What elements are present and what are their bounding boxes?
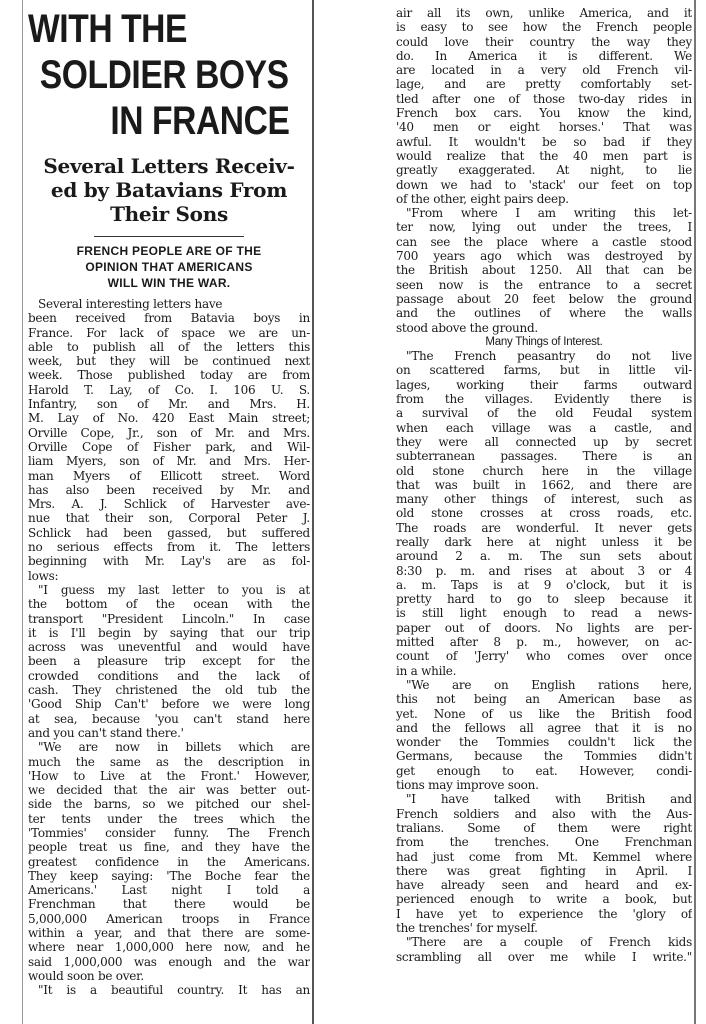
body-line: and the outlines of where the walls bbox=[396, 306, 692, 321]
body-line: Schlick had been gassed, but suffered bbox=[28, 525, 310, 540]
body-line: 'Good Ship Can't' before we were long bbox=[28, 697, 310, 712]
body-line: Orville Cope of Fisher park, and Wil- bbox=[28, 439, 310, 454]
body-line: subterranean passages. There is an bbox=[396, 449, 692, 464]
column-rule-left bbox=[22, 0, 23, 1024]
body-line: across was uneventful and would have bbox=[28, 640, 310, 655]
body-line: it is I'll begin by saying that our trip bbox=[28, 625, 310, 640]
body-line: seen now is the entrance to a secret bbox=[396, 277, 692, 292]
body-line: within a year, and that there are some- bbox=[28, 926, 310, 941]
article-left-column bbox=[28, 0, 310, 1024]
body-line: when each village was a castle, and bbox=[396, 420, 692, 435]
body-line: lows: bbox=[28, 568, 59, 583]
article-headline bbox=[28, 6, 310, 144]
body-line: French soldiers and also with the Aus- bbox=[396, 806, 692, 821]
body-line: really dark here at night unless it be bbox=[396, 534, 692, 549]
body-line: there was great fighting in April. I bbox=[396, 863, 692, 878]
body-line: greatest confidence in the Americans. bbox=[28, 854, 310, 869]
body-line: would soon be over. bbox=[28, 968, 144, 983]
article-right-column bbox=[396, 0, 692, 1024]
body-line: 8:30 p. m. and rises at about 3 or 4 bbox=[396, 563, 692, 578]
body-line: Harold T. Lay, of Co. I. 106 U. S. bbox=[28, 382, 310, 397]
body-line: transport "President Lincoln." In case bbox=[28, 611, 310, 626]
subheadline-line: ed by Batavians From bbox=[50, 178, 288, 202]
body-line: 5,000,000 American troops in France bbox=[28, 911, 310, 926]
body-line: 'Tommies' consider funny. The French bbox=[28, 825, 310, 840]
body-line: They keep saying: 'The Boche fear the bbox=[28, 868, 310, 883]
body-line: is easy to see how the French people bbox=[396, 20, 692, 35]
body-line: M. Lay of No. 420 East Main street; bbox=[28, 411, 310, 426]
body-line: the bottom of the ocean with the bbox=[28, 597, 310, 612]
body-line: crowded conditions and the lack of bbox=[28, 668, 310, 683]
body-line: this not being an American base as bbox=[396, 692, 692, 707]
body-line: had just come from Mt. Kemmel where bbox=[396, 849, 692, 864]
body-line: "I guess my last letter to you is at bbox=[38, 582, 310, 597]
left-column-body bbox=[28, 297, 310, 998]
body-line: I have yet to experience the 'glory of bbox=[396, 906, 692, 921]
subheadline-line: Their Sons bbox=[110, 202, 228, 226]
body-line: nue that their son, Corporal Peter J. bbox=[28, 511, 310, 526]
headline-line: WITH THE bbox=[28, 7, 188, 51]
body-line: could love their country the way they bbox=[396, 34, 692, 49]
body-line: they were all connected up by secret bbox=[396, 434, 692, 449]
body-line: count of 'Jerry' who comes over once bbox=[396, 649, 692, 664]
body-line: air all its own, unlike America, and it bbox=[396, 6, 692, 20]
body-line: 'How to Live at the Front.' However, bbox=[28, 768, 310, 783]
body-line: much the same as the description in bbox=[28, 754, 310, 769]
body-line: is still light enough to read a news- bbox=[396, 606, 692, 621]
body-line: at sea, because 'you can't stand here bbox=[28, 711, 310, 726]
body-line: pretty hard to go to sleep because it bbox=[396, 592, 692, 607]
body-line: do. In America it is different. We bbox=[396, 48, 692, 63]
body-line: ter tents under the trees which the bbox=[28, 811, 310, 826]
body-line: Americans.' Last night I told a bbox=[28, 883, 310, 898]
body-line: '40 men or eight horses.' That was bbox=[396, 120, 692, 135]
body-line: old stone crosses at cross roads, etc. bbox=[396, 506, 692, 521]
body-line: lages, working their farms outward bbox=[396, 377, 692, 392]
body-line: can see the place where a castle stood bbox=[396, 234, 692, 249]
body-line: of the other, eight pairs deep. bbox=[396, 191, 569, 206]
body-line: French box cars. You know the kind, bbox=[396, 106, 692, 121]
body-line: cash. They christened the old tub the bbox=[28, 683, 310, 698]
body-line: on scattered farms, but in little vil- bbox=[396, 363, 692, 378]
body-line: has also been received by Mr. and bbox=[28, 482, 310, 497]
body-line: old stone church here in the village bbox=[396, 463, 692, 478]
body-line: scrambling all over me while I write." bbox=[396, 949, 692, 964]
body-line: get enough to eat. However, condi- bbox=[396, 763, 692, 778]
body-line: Mrs. A. J. Schlick of Harvester ave- bbox=[28, 497, 310, 512]
body-line: Frenchman that there would be bbox=[28, 897, 310, 912]
body-line: week, but they will be continued next bbox=[28, 354, 310, 369]
body-line: "We are on English rations here, bbox=[406, 677, 692, 692]
body-line: lage, and are pretty comfortably set- bbox=[396, 77, 692, 92]
body-line: "It is a beautiful country. It has an bbox=[38, 983, 310, 998]
body-line: the British about 1250. All that can be bbox=[396, 263, 692, 278]
body-line: down we had to 'stack' our feet on top bbox=[396, 177, 692, 192]
body-line: tled after one of those two-day rides in bbox=[396, 91, 692, 106]
body-line: "We are now in billets which are bbox=[38, 740, 310, 755]
body-line: France. For lack of space we are un- bbox=[28, 325, 310, 340]
body-line: have already seen and heard and ex- bbox=[396, 878, 692, 893]
body-line: "I have talked with British and bbox=[406, 792, 692, 807]
body-line: around 2 a. m. The sun sets about bbox=[396, 549, 692, 564]
body-line: many other things of interest, such as bbox=[396, 492, 692, 507]
body-line: Germans, because the Tommies didn't bbox=[396, 749, 692, 764]
body-line: perienced enough to write a book, but bbox=[396, 892, 692, 907]
headline-line: IN FRANCE bbox=[110, 99, 290, 143]
body-line: stood above the ground. bbox=[396, 320, 538, 335]
body-line: greatly exaggerated. At night, to lie bbox=[396, 163, 692, 178]
body-line: able to publish all of the letters this bbox=[28, 339, 310, 354]
body-line: and you can't stand there.' bbox=[28, 725, 184, 740]
body-line: week. Those published today are from bbox=[28, 368, 310, 383]
body-line: we decided that the air was better out- bbox=[28, 783, 310, 798]
body-line: beginning with Mr. Lay's are as fol- bbox=[28, 554, 310, 569]
body-line: people treat us fine, and they have the bbox=[28, 840, 310, 855]
body-line: said 1,000,000 was enough and the war bbox=[28, 954, 310, 969]
body-line: a survival of the old Feudal system bbox=[396, 406, 692, 421]
body-line: been a pleasure trip except for the bbox=[28, 654, 310, 669]
section-subheading: Many Things of Interest. bbox=[485, 335, 603, 348]
body-line: "The French peasantry do not live bbox=[406, 349, 692, 364]
body-line: awful. It wouldn't be so bad if they bbox=[396, 134, 692, 149]
body-line: from the villages. Evidently there is bbox=[396, 392, 692, 407]
body-line: no serious effects from it. The letters bbox=[28, 540, 310, 555]
body-line: and the fellows all agree that it is no bbox=[396, 720, 692, 735]
body-line: been received from Batavia boys in bbox=[28, 311, 310, 326]
body-line: Orville Cope, Jr., son of Mr. and Mrs. bbox=[28, 425, 310, 440]
headline-divider bbox=[94, 236, 244, 237]
deck-line: OPINION THAT AMERICANS bbox=[85, 260, 253, 274]
body-line: liam Myers, son of Mr. and Mrs. Her- bbox=[28, 454, 310, 469]
subheadline-line: Several Letters Receiv- bbox=[43, 154, 295, 178]
body-line: in a while. bbox=[396, 663, 457, 678]
right-column-body bbox=[396, 6, 692, 964]
body-line: "From where I am writing this let- bbox=[406, 206, 692, 221]
body-line: paper out of doors. No lights are per- bbox=[396, 620, 692, 635]
body-line: man Myers of Ellicott street. Word bbox=[28, 468, 310, 483]
body-line: passage about 20 feet below the ground bbox=[396, 291, 692, 306]
body-line: tions may improve soon. bbox=[396, 778, 539, 793]
body-line: mitted after 8 p. m., however, on ac- bbox=[396, 635, 692, 650]
body-line: would realize that the 40 men part is bbox=[396, 148, 692, 163]
body-line: side the barns, so we pitched our shel- bbox=[28, 797, 310, 812]
headline-line: SOLDIER BOYS bbox=[39, 53, 289, 97]
body-line: yet. None of us like the British food bbox=[396, 706, 692, 721]
body-line: The roads are wonderful. It never gets bbox=[396, 520, 692, 535]
article-subheadline bbox=[28, 154, 310, 226]
article-deck bbox=[28, 243, 310, 291]
body-line: wonder the Tommies couldn't lick the bbox=[396, 735, 692, 750]
body-line: the trenches' for myself. bbox=[396, 921, 538, 935]
deck-line: FRENCH PEOPLE ARE OF THE bbox=[76, 244, 262, 258]
deck-line: WILL WIN THE WAR. bbox=[107, 276, 231, 290]
body-line: tralians. Some of them were right bbox=[396, 820, 692, 835]
body-line: from the trenches. One Frenchman bbox=[396, 835, 692, 850]
body-line: where near 1,000,000 here now, and he bbox=[28, 940, 310, 955]
body-line: are located in a very old French vil- bbox=[396, 63, 692, 78]
body-line: 700 years ago which was destroyed by bbox=[396, 249, 692, 264]
column-rule-right bbox=[694, 0, 696, 1024]
body-line: that was built in 1662, and there are bbox=[396, 477, 692, 492]
body-line: Several interesting letters have bbox=[38, 297, 223, 311]
body-line: ter now, lying out under the trees, I bbox=[396, 220, 692, 235]
body-line: "There are a couple of French kids bbox=[406, 935, 692, 950]
column-rule-middle bbox=[312, 0, 314, 1024]
body-line: Infantry, son of Mr. and Mrs. H. bbox=[28, 397, 310, 412]
body-line: a. m. Taps is at 9 o'clock, but it is bbox=[396, 577, 692, 592]
